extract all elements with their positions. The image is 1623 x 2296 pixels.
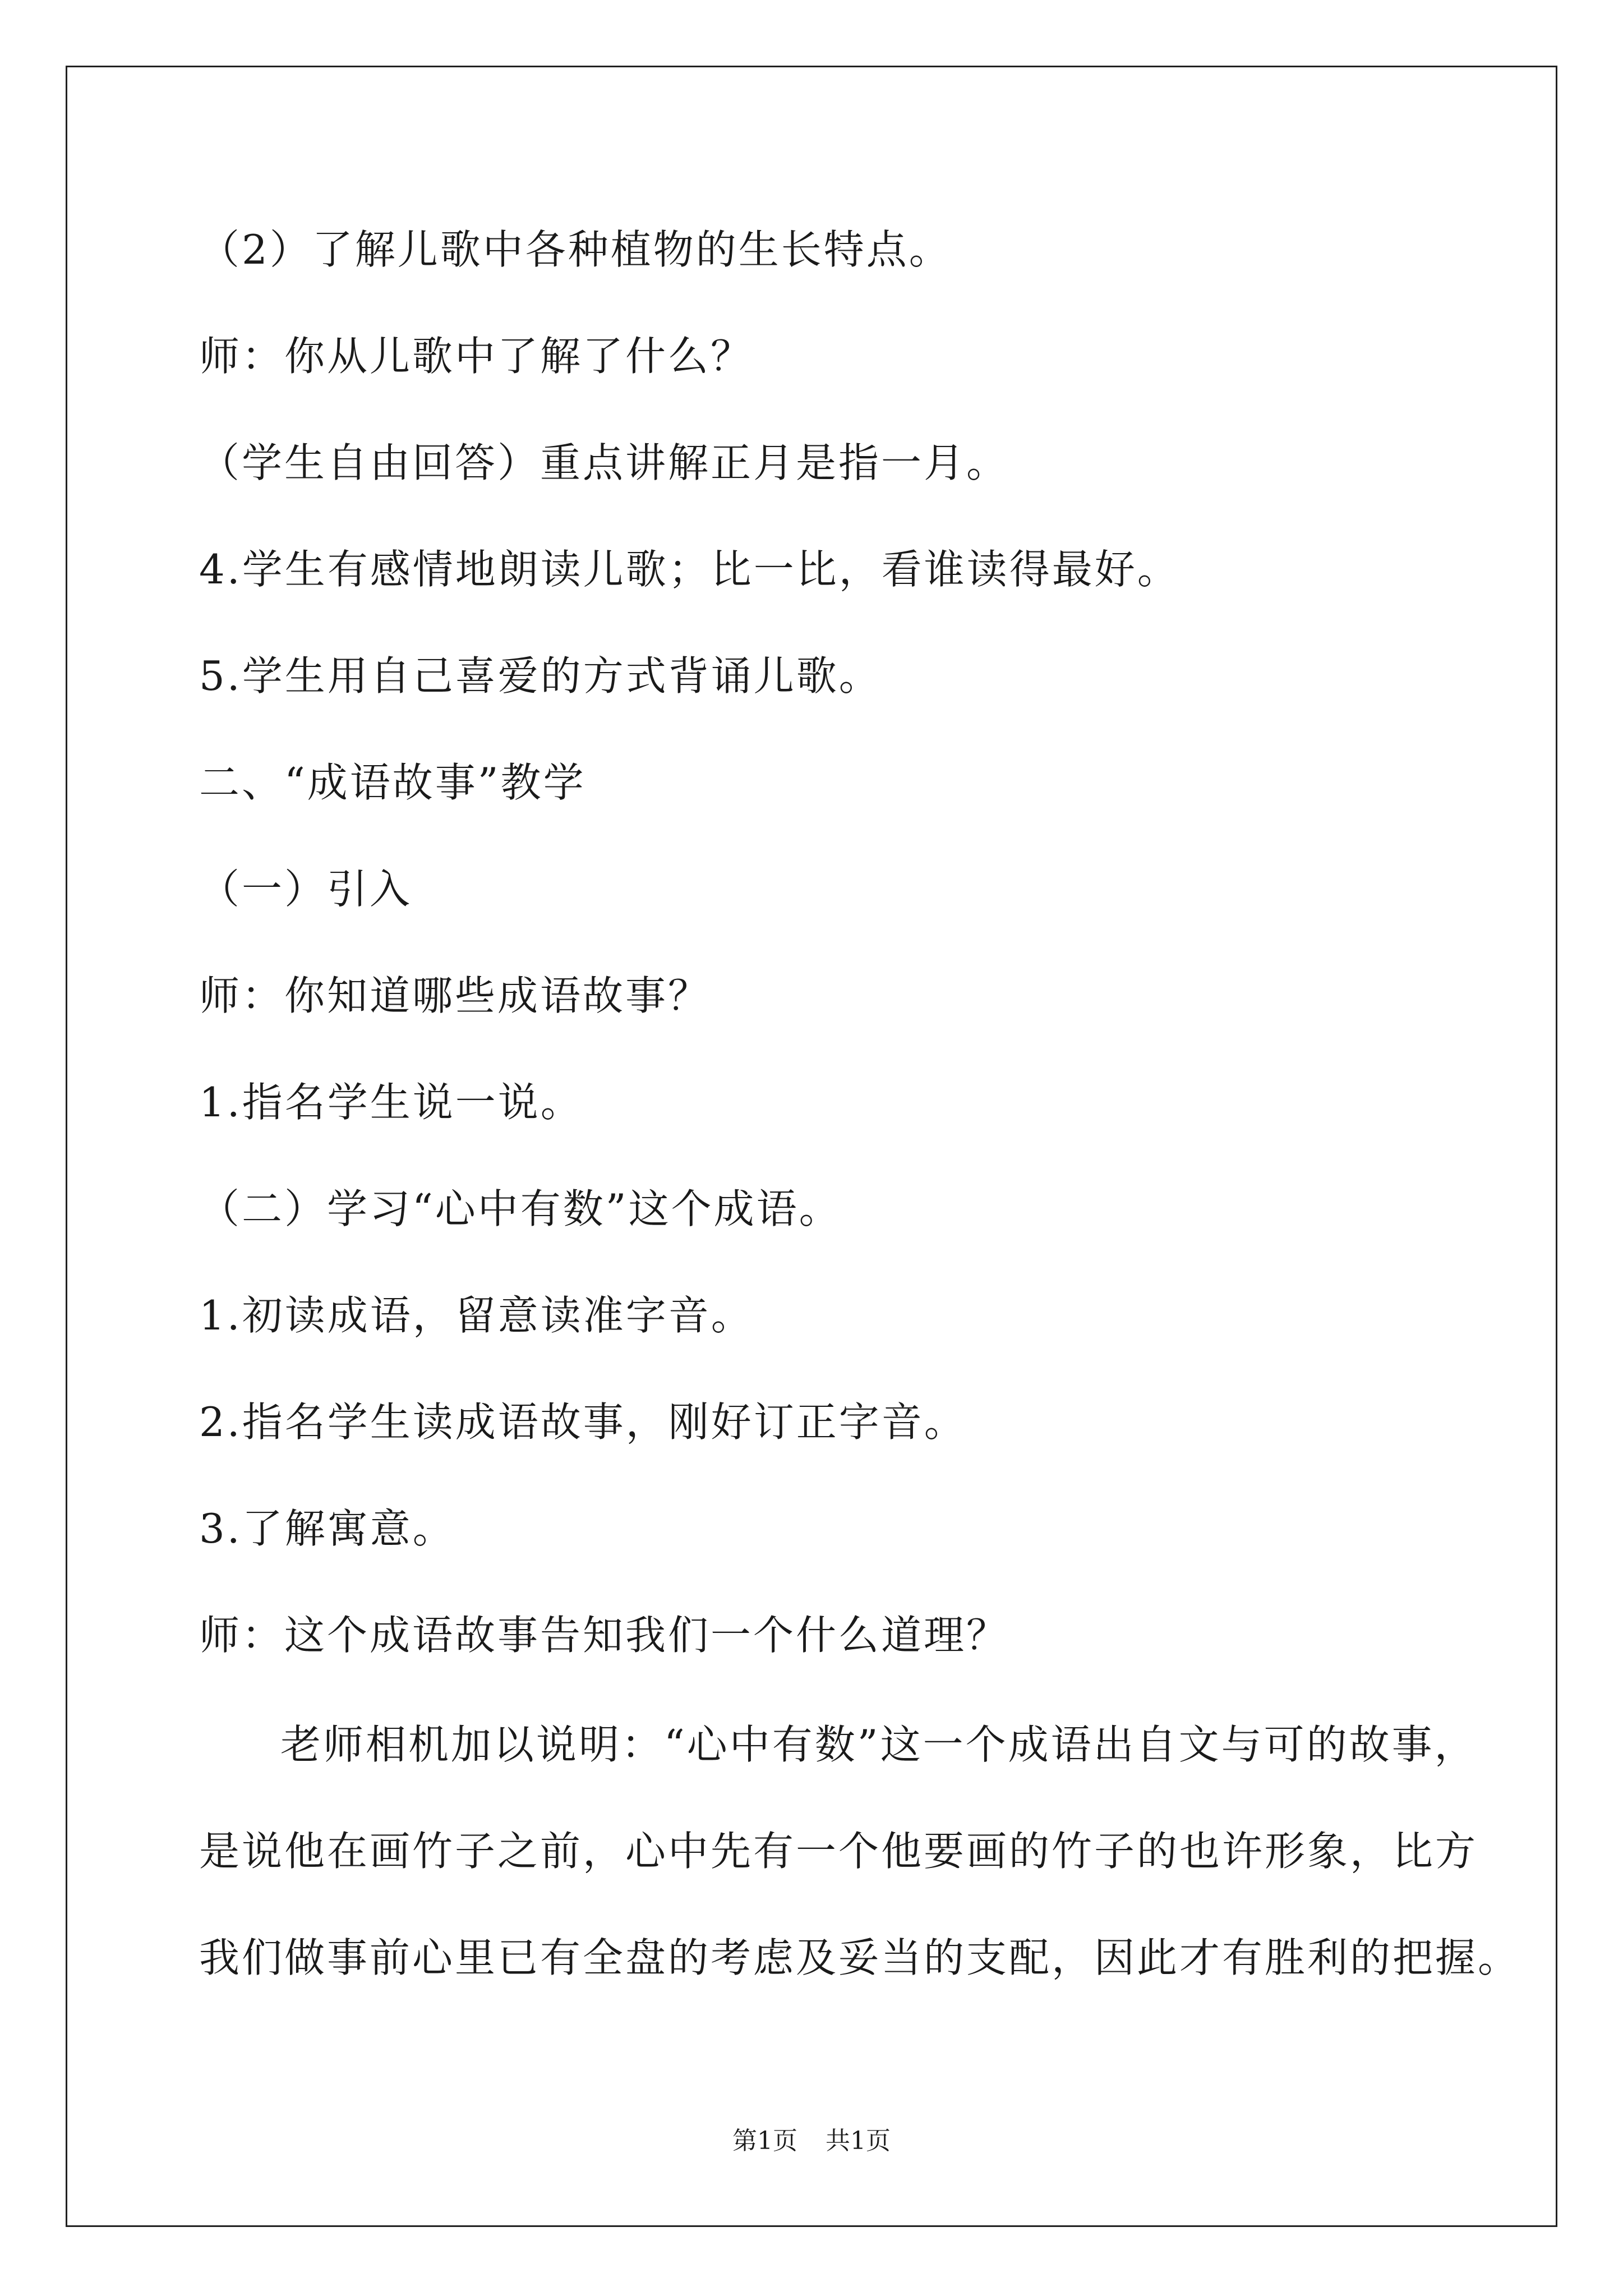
paragraph: 1.初读成语，留意读准字音。 — [199, 1292, 754, 1339]
paragraph: 师：你从儿歌中了解了什么？ — [199, 333, 754, 380]
paragraph: 1.指名学生说一说。 — [199, 1079, 583, 1126]
page-border — [66, 66, 1557, 2227]
paragraph: 3.了解寓意。 — [199, 1505, 455, 1552]
paragraph: 4.学生有感情地朗读儿歌；比一比，看谁读得最好。 — [199, 546, 1180, 593]
paragraph: 5.学生用自己喜爱的方式背诵儿歌。 — [199, 652, 882, 700]
paragraph: （2）了解儿歌中各种植物的生长特点。 — [199, 226, 952, 273]
subsection-heading: （一）引入 — [199, 866, 413, 913]
page-footer — [0, 2120, 1623, 2156]
section-heading: 二、“成语故事”教学 — [199, 759, 586, 806]
paragraph: 师：这个成语故事告知我们一个什么道理？ — [199, 1612, 1009, 1659]
paragraph-line: 我们做事前心里已有全盘的考虑及妥当的支配，因此才有胜利的把握。 — [199, 1934, 1521, 1981]
paragraph: （学生自由回答）重点讲解正月是指一月。 — [199, 439, 1009, 486]
paragraph: 师：你知道哪些成语故事？ — [199, 972, 711, 1019]
page-total: 共1页 — [826, 2127, 891, 2155]
paragraph-line: 是说他在画竹子之前，心中先有一个他要画的竹子的也许形象，比方 — [199, 1828, 1478, 1875]
paragraph-line: 老师相机加以说明：“心中有数”这一个成语出自文与可的故事， — [280, 1721, 1477, 1768]
page-number: 第1页 — [732, 2127, 797, 2155]
subsection-heading: （二）学习“心中有数”这个成语。 — [199, 1185, 842, 1232]
paragraph: 2.指名学生读成语故事，刚好订正字音。 — [199, 1398, 967, 1446]
